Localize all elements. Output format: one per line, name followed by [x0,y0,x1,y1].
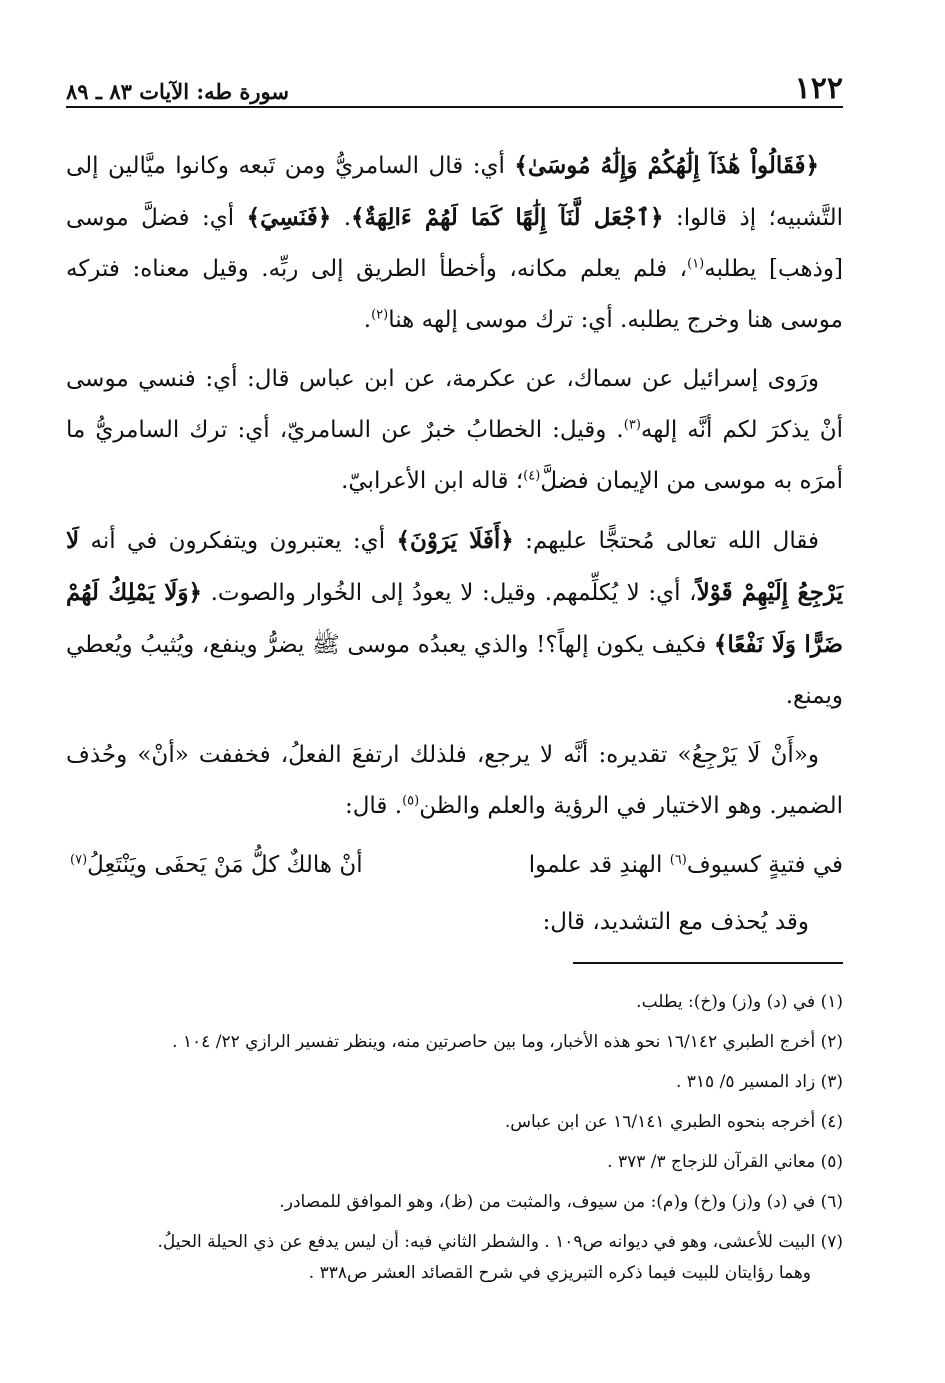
paragraph-1 [66,140,843,346]
footnote-1: (١) في (د) و(ز) و(خ): يطلب. [636,992,843,1012]
footnote-7-continuation: وهما رؤايتان للبيت فيما ذكره التبريزي في شرح القصائد العشر ص٣٣٨ . [308,1263,811,1283]
paragraph-text: أي: فضلَّ موسى [وذهب] يطلبه [66,205,843,282]
main-text [66,140,843,948]
hemistich-text: الهندِ قد علموا [528,852,670,878]
paragraph-text: ؛ قاله ابن الأعرابيّ. [341,468,524,494]
paragraph-text: فكيف يكون إلهاً؟! والذي يعبدُه موسى ﷺ يضرُّ وينفع، ويُثيبُ ويُعطي ويمنع. [66,632,843,709]
footnote-ref[interactable]: (٤) [523,468,541,484]
footnote-5: (٥) معاني القرآن للزجاج ٣/ ٣٧٣ . [607,1152,843,1172]
quran-quote: ﴿وَلَا يَمْلِكُ لَهُمْ ضَرًّا وَلَا نَفْعًا﴾ [66,579,843,658]
paragraph-text: ورَوى إسرائيل عن سماك، عن عكرمة، عن ابن عباس قال: أي: فنسي موسى أنْ يذكرَ لكم أنَّه إلهه [66,366,843,443]
surah-title: سورة طه: الآيات ٨٣ ـ ٨٩ [66,79,289,104]
quran-quote: لَا يَرْجِعُ إِلَيْهِمْ قَوْلاً [66,527,844,606]
footnotes [66,982,843,1288]
paragraph-3 [66,515,843,722]
quran-quote: ﴿ٱجْعَل لَّنَآ إِلَٰهًا كَمَا لَهُمْ ءَالِهَةٌ﴾ [351,204,664,231]
running-header [66,66,843,108]
verse-lead-in: وقد يُحذف مع التشديد، قال: [542,909,809,935]
hemistich-text: أنْ هالكٌ كلُّ مَنْ يَحفَى ويَنْتَعِلُ [87,852,363,878]
paragraph-text: . [331,205,352,231]
paragraph-2 [66,354,843,507]
paragraph-text: . وقيل: الخطابُ خبرٌ عن السامريّ، أي: ترك السامريُّ ما أمرَه به موسى من الإيمان فضلَّ [66,417,843,494]
footnote-3: (٣) زاد المسير ٥/ ٣١٥ . [675,1072,843,1092]
paragraph-text: أي: يعتبرون ويتفكرون في أنه [79,528,397,554]
paragraph-text: فقال الله تعالى مُحتجًّا عليهم: [513,528,819,554]
footnote-separator [573,962,843,964]
footnote-ref[interactable]: (١) [687,256,705,272]
footnote-ref[interactable]: (٢) [371,307,389,323]
footnote-2: (٢) أخرج الطبري ١٦/١٤٢ نحو هذه الأخبار، وما بين حاصرتين منه، وينظر تفسير الرازي ٢٢/ ١٠٤ . [172,1032,843,1052]
paragraph-text: ، فلم يعلم مكانه، وأخطأ الطريق إلى ربِّه. وقيل معناه: فتركه موسى هنا وخرج يطلبه. أي: ترك موسى إلهه هنا [66,256,843,333]
paragraph-text: و«أَنْ لَا يَرْجِعُ» تقديره: أنَّه لا يرجع، فلذلك ارتفعَ الفعلُ، فخففت «أنْ» وحُذف الضمير. وهو الاختيار في الرؤية والعلم والظن [66,742,843,819]
footnote-ref[interactable]: (٣) [623,417,641,433]
footnote-7: (٧) البيت للأعشى، وهو في ديوانه ص١٠٩ . والشطر الثاني فيه: أن ليس يدفع عن ذي الحيلة الحيلُ. [157,1232,843,1252]
quran-quote: ﴿فَنَسِيَ﴾ [246,204,332,231]
poetry-verse [66,840,843,891]
page-number: ١٢٢ [794,71,843,106]
footnote-6: (٦) في (د) و(ز) و(خ) و(م): من سيوف، والمثبت من (ظ)، وهو الموافق للمصادر. [279,1192,843,1212]
paragraph-text: ، أي: لا يُكلِّمهم. وقيل: لا يعودُ إلى الخُوار والصوت. [201,580,697,606]
quran-quote: ﴿أَفَلَا يَرَوْنَ﴾ [396,527,514,554]
poetry-hemistich-second [66,840,363,891]
hemistich-text: في فتيةٍ كسيوف [686,852,843,878]
paragraph-4 [66,730,843,832]
paragraph-text: . قال: [344,793,403,819]
paragraph-text: أي: قال السامريُّ ومن تَبعه وكانوا ميَّالين إلى التَّشبيه؛ إذ قالوا: [66,153,843,231]
footnote-ref[interactable]: (٦) [669,852,687,868]
footnote-ref[interactable]: (٧) [70,852,88,868]
poetry-hemistich-first [529,840,843,891]
quran-quote: ﴿فَقَالُواْ هَٰذَآ إِلَٰهُكُمْ وَإِلَٰهُ مُوسَىٰ﴾ [514,152,820,179]
footnote-ref[interactable]: (٥) [402,793,420,809]
footnote-4: (٤) أخرجه بنحوه الطبري ١٦/١٤١ عن ابن عباس. [504,1112,843,1132]
paragraph-text: . [363,307,372,333]
